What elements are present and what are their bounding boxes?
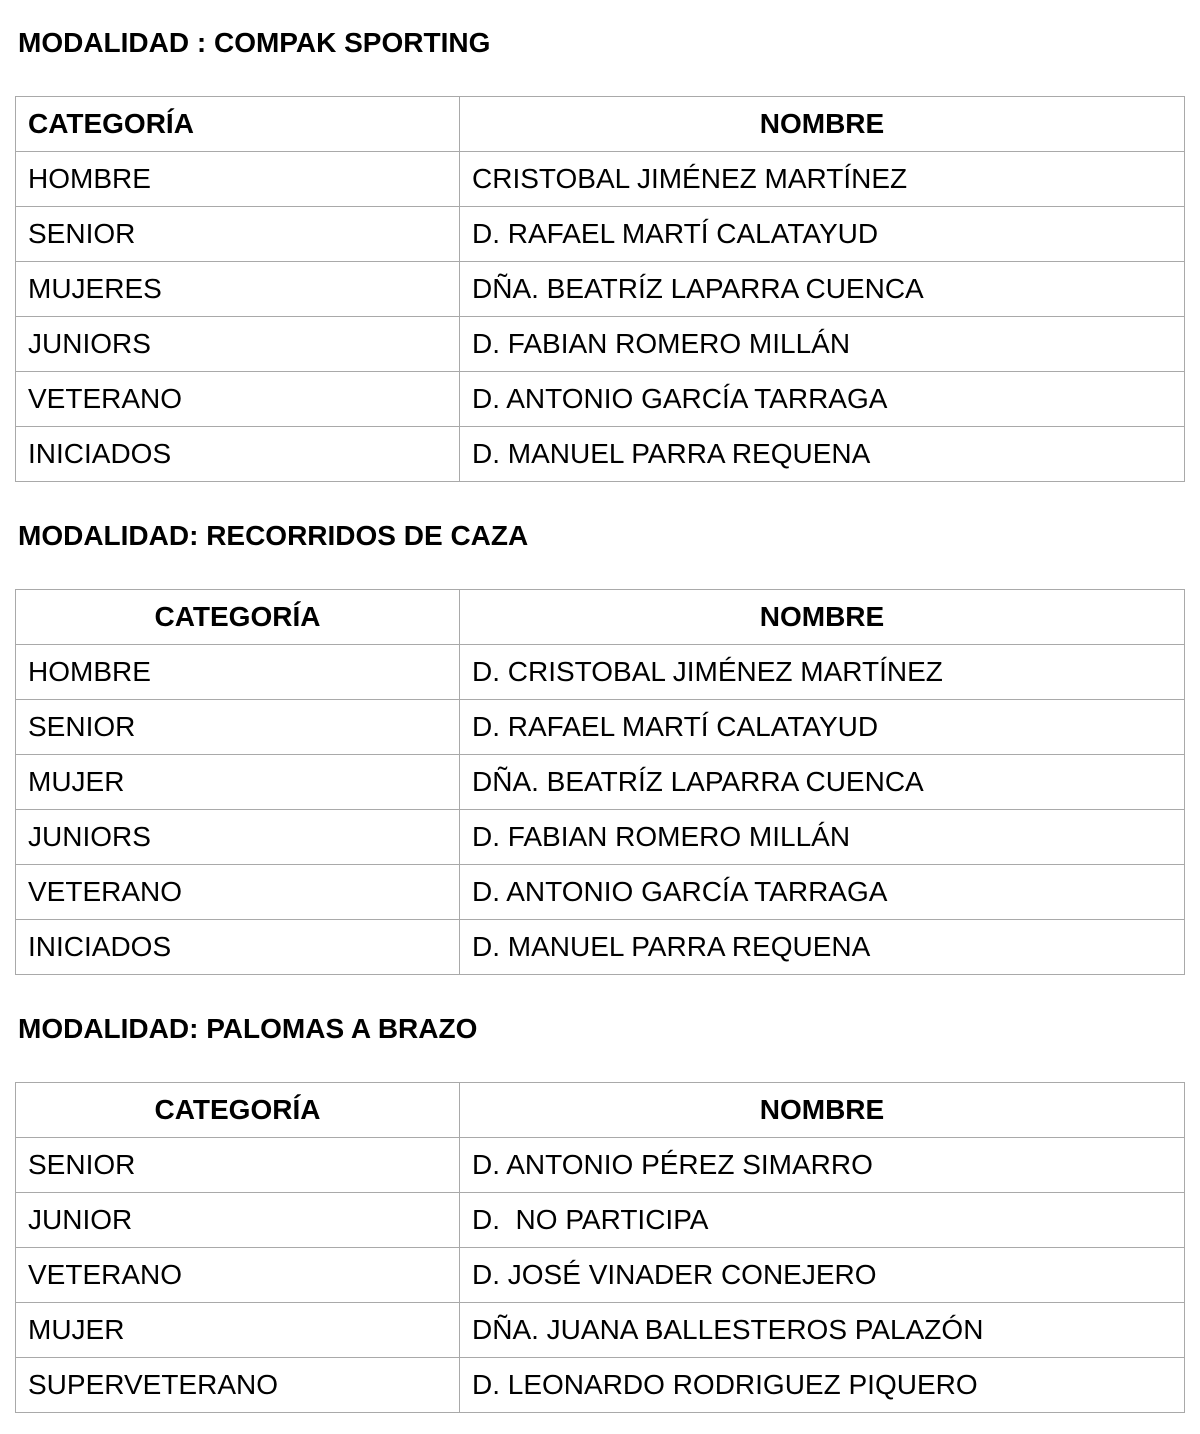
table-row [16, 1358, 1185, 1413]
cell-nombre: D. ANTONIO GARCÍA TARRAGA [460, 865, 1185, 920]
table-row [16, 152, 1185, 207]
cell-nombre: D. LEONARDO RODRIGUEZ PIQUERO [460, 1358, 1185, 1413]
header-nombre: NOMBRE [460, 1083, 1185, 1138]
section-heading-palomas-a-brazo: MODALIDAD: PALOMAS A BRAZO [18, 1013, 478, 1044]
cell-nombre: D. RAFAEL MARTÍ CALATAYUD [460, 207, 1185, 262]
header-nombre: NOMBRE [460, 590, 1185, 645]
table-row [16, 755, 1185, 810]
table-recorridos-de-caza [15, 589, 1185, 975]
table-row [16, 207, 1185, 262]
cell-nombre: CRISTOBAL JIMÉNEZ MARTÍNEZ [460, 152, 1185, 207]
cell-categoria: MUJER [16, 755, 460, 810]
cell-categoria: SENIOR [16, 1138, 460, 1193]
table-row [16, 372, 1185, 427]
cell-categoria: SUPERVETERANO [16, 1358, 460, 1413]
cell-nombre: DÑA. BEATRÍZ LAPARRA CUENCA [460, 262, 1185, 317]
cell-categoria: MUJER [16, 1303, 460, 1358]
table-row [16, 1138, 1185, 1193]
section-heading-recorridos-de-caza: MODALIDAD: RECORRIDOS DE CAZA [18, 520, 529, 551]
cell-nombre: D. CRISTOBAL JIMÉNEZ MARTÍNEZ [460, 645, 1185, 700]
cell-categoria: INICIADOS [16, 427, 460, 482]
cell-nombre: D. RAFAEL MARTÍ CALATAYUD [460, 700, 1185, 755]
cell-categoria: VETERANO [16, 1248, 460, 1303]
cell-nombre: D. ANTONIO GARCÍA TARRAGA [460, 372, 1185, 427]
header-categoria: CATEGORÍA [16, 97, 460, 152]
cell-nombre: D. FABIAN ROMERO MILLÁN [460, 317, 1185, 372]
cell-nombre: D. MANUEL PARRA REQUENA [460, 920, 1185, 975]
table-header-row [16, 1083, 1185, 1138]
section-heading-compak-sporting: MODALIDAD : COMPAK SPORTING [18, 27, 491, 58]
cell-nombre: D. MANUEL PARRA REQUENA [460, 427, 1185, 482]
table-row [16, 810, 1185, 865]
cell-categoria: SENIOR [16, 700, 460, 755]
cell-categoria: MUJERES [16, 262, 460, 317]
table-row [16, 645, 1185, 700]
table-header-row [16, 97, 1185, 152]
cell-categoria: SENIOR [16, 207, 460, 262]
header-categoria: CATEGORÍA [16, 590, 460, 645]
header-nombre: NOMBRE [460, 97, 1185, 152]
cell-categoria: VETERANO [16, 372, 460, 427]
cell-categoria: HOMBRE [16, 152, 460, 207]
cell-categoria: VETERANO [16, 865, 460, 920]
table-row [16, 1303, 1185, 1358]
cell-nombre: D. JOSÉ VINADER CONEJERO [460, 1248, 1185, 1303]
cell-nombre: D. ANTONIO PÉREZ SIMARRO [460, 1138, 1185, 1193]
table-palomas-a-brazo [15, 1082, 1185, 1413]
cell-nombre: D. NO PARTICIPA [460, 1193, 1185, 1248]
cell-nombre: DÑA. JUANA BALLESTEROS PALAZÓN [460, 1303, 1185, 1358]
cell-nombre: D. FABIAN ROMERO MILLÁN [460, 810, 1185, 865]
cell-categoria: INICIADOS [16, 920, 460, 975]
cell-categoria: JUNIOR [16, 1193, 460, 1248]
table-compak-sporting [15, 96, 1185, 482]
cell-categoria: HOMBRE [16, 645, 460, 700]
table-row [16, 427, 1185, 482]
table-row [16, 317, 1185, 372]
table-row [16, 262, 1185, 317]
table-row [16, 1248, 1185, 1303]
cell-categoria: JUNIORS [16, 317, 460, 372]
table-row [16, 1193, 1185, 1248]
cell-nombre: DÑA. BEATRÍZ LAPARRA CUENCA [460, 755, 1185, 810]
cell-categoria: JUNIORS [16, 810, 460, 865]
table-row [16, 865, 1185, 920]
table-row [16, 920, 1185, 975]
header-categoria: CATEGORÍA [16, 1083, 460, 1138]
table-row [16, 700, 1185, 755]
table-header-row [16, 590, 1185, 645]
